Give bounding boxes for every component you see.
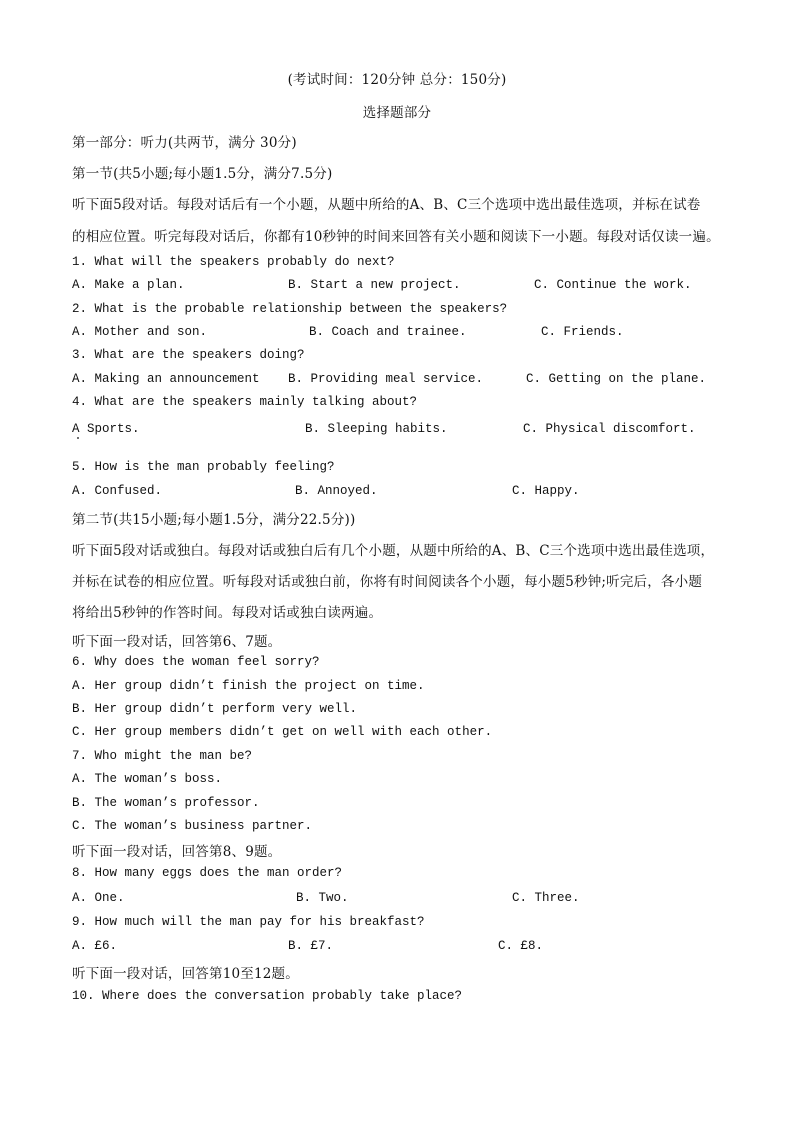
question-5-option-b: B. Annoyed. xyxy=(295,484,378,498)
question-9-option-a: A. £6. xyxy=(72,939,118,953)
section1-instruction-1: 听下面5段对话。每段对话后有一个小题，从题中所给的A、B、C三个选项中选出最佳选项，并标在试卷 xyxy=(72,197,701,213)
question-3-option-c: C. Getting on the plane. xyxy=(526,372,707,386)
question-5-stem: 5. How is the man probably feeling? xyxy=(72,460,335,474)
question-8-stem: 8. How many eggs does the man order? xyxy=(72,866,343,880)
question-3-option-b: B. Providing meal service. xyxy=(288,372,484,386)
question-7-option-a: A. The woman’s boss. xyxy=(72,772,223,786)
question-9-stem: 9. How much will the man pay for his breakfast? xyxy=(72,915,425,929)
question-8-option-b: B. Two. xyxy=(296,891,349,905)
question-6-stem: 6. Why does the woman feel sorry? xyxy=(72,655,320,669)
question-2-option-a: A. Mother and son. xyxy=(72,325,208,339)
question-3-option-a: A. Making an announcement xyxy=(72,372,260,386)
group-8-9-heading: 听下面一段对话，回答第8、9题。 xyxy=(72,844,282,860)
exam-time-info: (考试时间：120分钟 总分：150分) xyxy=(287,72,507,88)
question-7-stem: 7. Who might the man be? xyxy=(72,749,253,763)
question-1-option-c: C. Continue the work. xyxy=(534,278,692,292)
question-9-option-c: C. £8. xyxy=(498,939,544,953)
question-8-option-a: A. One. xyxy=(72,891,125,905)
question-9-option-b: B. £7. xyxy=(288,939,334,953)
stray-mark xyxy=(77,437,79,439)
question-2-option-c: C. Friends. xyxy=(541,325,624,339)
question-2-option-b: B. Coach and trainee. xyxy=(309,325,467,339)
section-title: 选择题部分 xyxy=(362,105,432,121)
part1-title: 第一部分：听力(共两节，满分 30分) xyxy=(72,135,297,151)
question-4-option-c: C. Physical discomfort. xyxy=(523,422,696,436)
question-1-option-b: B. Start a new project. xyxy=(288,278,461,292)
question-1-option-a: A. Make a plan. xyxy=(72,278,185,292)
question-4-option-b: B. Sleeping habits. xyxy=(305,422,448,436)
question-1-stem: 1. What will the speakers probably do next? xyxy=(72,255,395,269)
group-6-7-heading: 听下面一段对话，回答第6、7题。 xyxy=(72,634,282,650)
section2-instruction-2: 并标在试卷的相应位置。听每段对话或独白前，你将有时间阅读各个小题，每小题5秒钟;听完后，各小题 xyxy=(72,574,703,590)
question-7-option-c: C. The woman’s business partner. xyxy=(72,819,313,833)
section2-title: 第二节(共15小题;每小题1.5分，满分22.5分)) xyxy=(72,512,356,528)
section2-instruction-1: 听下面5段对话或独白。每段对话或独白后有几个小题，从题中所给的A、B、C三个选项中选出最佳选项， xyxy=(72,543,715,559)
question-2-stem: 2. What is the probable relationship between the speakers? xyxy=(72,302,508,316)
question-8-option-c: C. Three. xyxy=(512,891,580,905)
question-5-option-c: C. Happy. xyxy=(512,484,580,498)
section2-instruction-3: 将给出5秒钟的作答时间。每段对话或独白读两遍。 xyxy=(72,605,383,621)
question-10-stem: 10. Where does the conversation probably take place? xyxy=(72,989,463,1003)
question-6-option-b: B. Her group didn’t perform very well. xyxy=(72,702,358,716)
question-6-option-a: A. Her group didn’t finish the project on time. xyxy=(72,679,425,693)
question-7-option-b: B. The woman’s professor. xyxy=(72,796,260,810)
question-4-stem: 4. What are the speakers mainly talking about? xyxy=(72,395,418,409)
question-4-option-a: A Sports. xyxy=(72,422,140,436)
question-6-option-c: C. Her group members didn’t get on well with each other. xyxy=(72,725,493,739)
section1-title: 第一节(共5小题;每小题1.5分，满分7.5分) xyxy=(72,166,333,182)
section1-instruction-2: 的相应位置。听完每段对话后，你都有10秒钟的时间来回答有关小题和阅读下一小题。每段对话仅读一遍。 xyxy=(72,229,720,245)
question-3-stem: 3. What are the speakers doing? xyxy=(72,348,305,362)
group-10-12-heading: 听下面一段对话，回答第10至12题。 xyxy=(72,966,299,982)
question-5-option-a: A. Confused. xyxy=(72,484,163,498)
